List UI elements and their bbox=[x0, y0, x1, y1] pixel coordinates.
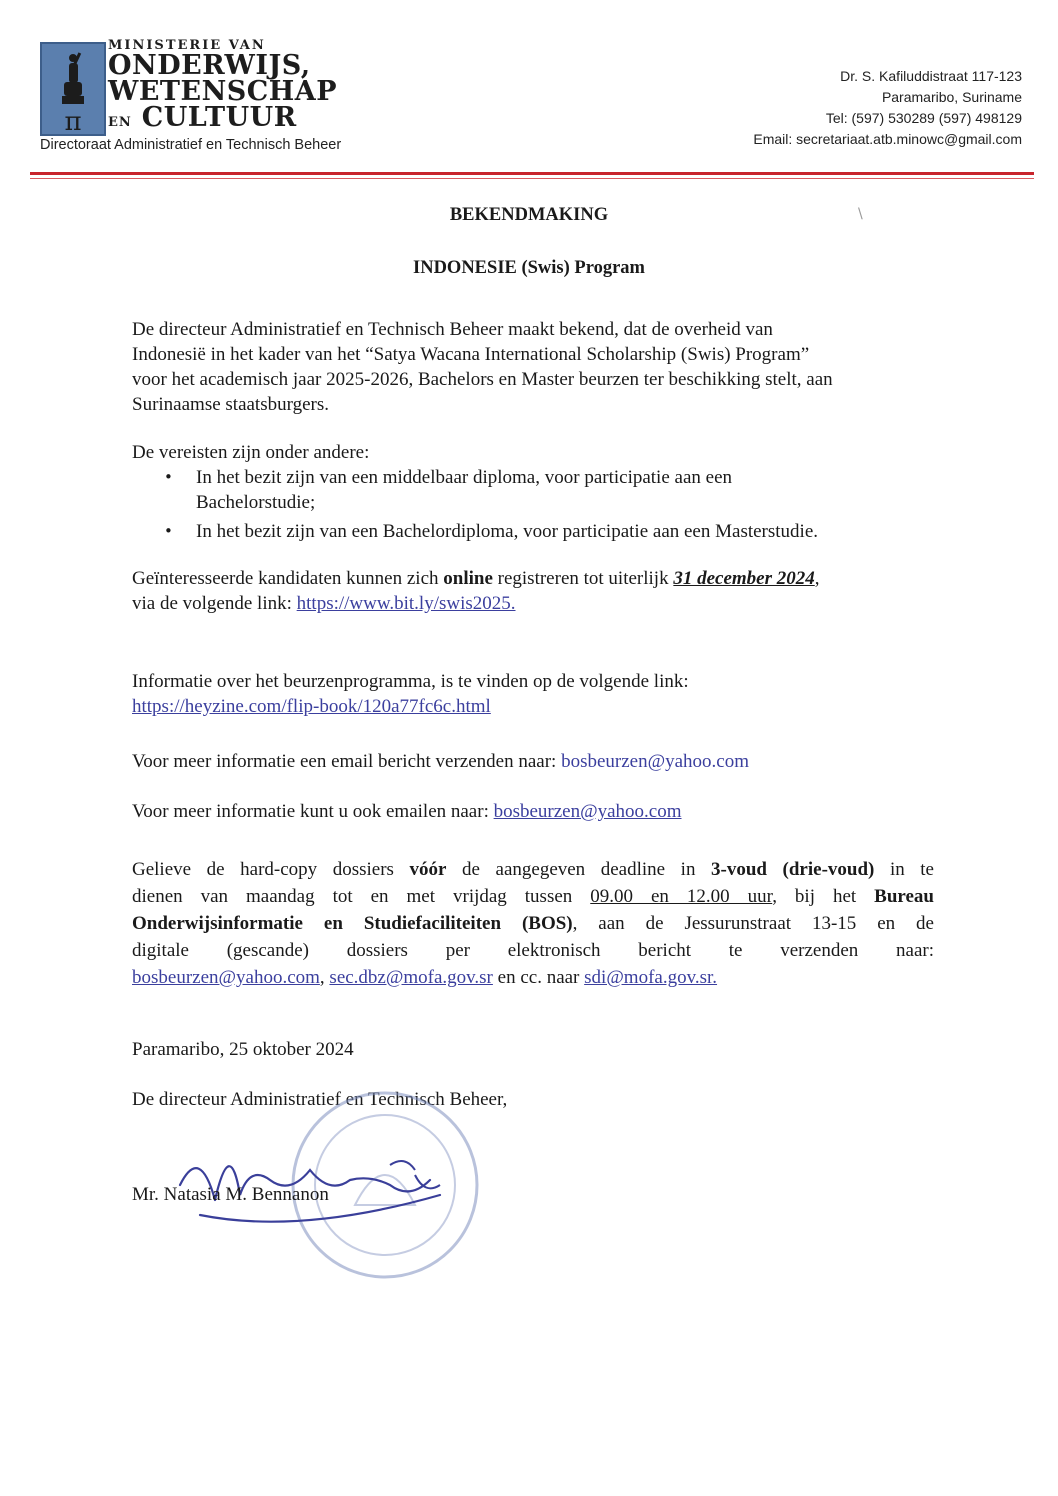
requirement-item bbox=[160, 465, 818, 515]
registration-paragraph bbox=[132, 566, 820, 616]
registration-text: registreren tot uiterlijk bbox=[492, 568, 674, 589]
dossiers-before: vóór bbox=[409, 859, 447, 880]
address-block bbox=[753, 66, 1022, 150]
ministry-line1: MINISTERIE VAN bbox=[108, 38, 266, 53]
dossiers-copies: 3-voud (drie-voud) bbox=[711, 859, 875, 880]
dossiers-email-1[interactable]: bosbeurzen@yahoo.com bbox=[132, 967, 320, 988]
registration-link[interactable]: https://www.bit.ly/swis2025. bbox=[296, 593, 516, 614]
dossiers-text: , bij het bbox=[772, 886, 875, 907]
registration-text: via de volgende link: bbox=[132, 593, 297, 614]
header-rule-thin bbox=[30, 178, 1034, 179]
handwritten-signature bbox=[160, 1125, 460, 1235]
registration-online: online bbox=[443, 568, 493, 589]
signatory-role: De directeur Administratief en Technisch Beheer, bbox=[132, 1089, 508, 1110]
registration-deadline: 31 december 2024 bbox=[673, 568, 815, 589]
requirements-list bbox=[160, 465, 818, 544]
intro-line: voor het academisch jaar 2025-2026, Bachelors en Master beurzen ter beschikking stelt, aan bbox=[132, 369, 833, 390]
address-email: Email: secretariaat.atb.minowc@gmail.com bbox=[753, 131, 1022, 147]
dossiers-paragraph bbox=[132, 856, 934, 991]
intro-paragraph bbox=[132, 317, 932, 417]
page-title: BEKENDMAKING bbox=[449, 205, 609, 225]
contact-email-link[interactable]: bosbeurzen@yahoo.com bbox=[561, 751, 749, 772]
requirements-intro: De vereisten zijn onder andere: bbox=[132, 442, 370, 463]
dossiers-text: digitale (gescande) dossiers per elektronisch bericht te verzenden naar: bbox=[132, 940, 934, 961]
dossiers-text: , aan de Jessurunstraat 13-15 en de bbox=[572, 913, 934, 934]
signatory-name: Mr. Natasia M. Bennanon bbox=[132, 1184, 329, 1205]
intro-line: Surinaamse staatsburgers. bbox=[132, 394, 329, 415]
dossiers-email-2[interactable]: sec.dbz@mofa.gov.sr bbox=[329, 967, 493, 988]
intro-line: Indonesië in het kader van het “Satya Wacana International Scholarship (Swis) Program” bbox=[132, 344, 810, 365]
ministry-line2: ONDERWIJS, bbox=[108, 50, 311, 81]
contact-paragraph-2 bbox=[132, 799, 682, 824]
dossiers-text: en cc. naar bbox=[492, 967, 585, 988]
info-text: Informatie over het beurzenprogramma, is te vinden op de volgende link: bbox=[132, 671, 689, 692]
address-street: Dr. S. Kafiluddistraat 117-123 bbox=[840, 68, 1022, 84]
dossiers-text: , bbox=[319, 967, 330, 988]
svg-text:π: π bbox=[64, 107, 82, 134]
requirement-text: • In het bezit zijn van een middelbaar diploma, voor participatie aan een bbox=[196, 467, 732, 488]
registration-text: Geïnteresseerde kandidaten kunnen zich bbox=[132, 568, 444, 589]
contact-paragraph-1 bbox=[132, 749, 749, 774]
scan-mark: \ bbox=[858, 206, 863, 222]
address-city: Paramaribo, Suriname bbox=[881, 89, 1022, 105]
statue-icon bbox=[42, 44, 104, 134]
dossiers-text: de aangegeven deadline in bbox=[446, 859, 712, 880]
header-rule bbox=[30, 172, 1034, 175]
place-date: Paramaribo, 25 oktober 2024 bbox=[132, 1039, 354, 1060]
ministry-logo bbox=[40, 42, 106, 136]
ministry-name bbox=[108, 38, 337, 136]
requirement-item bbox=[160, 519, 818, 544]
intro-line: De directeur Administratief en Technisch Beheer maakt bekend, dat de overheid van bbox=[132, 319, 773, 340]
dossiers-bureau: Bureau bbox=[874, 886, 934, 907]
ministry-line4: CULTUUR bbox=[141, 102, 297, 133]
info-paragraph bbox=[132, 669, 689, 719]
registration-punct: , bbox=[814, 568, 820, 589]
dossiers-text: dienen van maandag tot en met vrijdag tussen bbox=[132, 886, 591, 907]
address-tel: Tel: (597) 530289 (597) 498129 bbox=[825, 110, 1022, 126]
page-subtitle: INDONESIE (Swis) Program bbox=[413, 258, 645, 278]
dossiers-bureau: Onderwijsinformatie en Studiefaciliteiten (BOS) bbox=[132, 913, 573, 934]
ministry-line3: WETENSCHAP bbox=[108, 76, 338, 107]
requirement-text: Bachelorstudie; bbox=[196, 492, 316, 513]
ministry-en: EN bbox=[108, 115, 132, 130]
info-link[interactable]: https://heyzine.com/flip-book/120a77fc6c.html bbox=[132, 696, 491, 717]
contact-email-link[interactable]: bosbeurzen@yahoo.com bbox=[493, 801, 682, 822]
contact-text: Voor meer informatie kunt u ook emailen naar: bbox=[132, 801, 494, 822]
requirement-text: • In het bezit zijn van een Bachelordiploma, voor participatie aan een Masterstudie. bbox=[196, 521, 819, 542]
directorate-name: Directoraat Administratief en Technisch Beheer bbox=[40, 137, 342, 153]
dossiers-email-3[interactable]: sdi@mofa.gov.sr. bbox=[584, 967, 718, 988]
dossiers-hours: 09.00 en 12.00 uur bbox=[590, 886, 773, 907]
dossiers-text: Gelieve de hard-copy dossiers bbox=[132, 859, 410, 880]
contact-text: Voor meer informatie een email bericht verzenden naar: bbox=[132, 751, 562, 772]
dossiers-text: in te bbox=[874, 859, 934, 880]
